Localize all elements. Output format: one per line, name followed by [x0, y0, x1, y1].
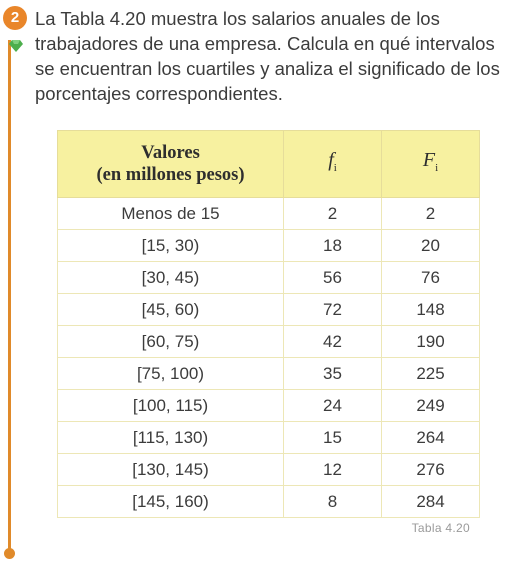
header-absolute-frequency: [284, 131, 382, 198]
table-row: [58, 326, 480, 358]
cell-Fi: 284: [382, 486, 480, 518]
cell-fi: 56: [284, 262, 382, 294]
cell-Fi: 76: [382, 262, 480, 294]
salary-table-container: [57, 130, 470, 518]
cell-interval: [45, 60): [58, 294, 284, 326]
table-row: [58, 230, 480, 262]
table-row: [58, 390, 480, 422]
table-caption: Tabla 4.20: [411, 521, 470, 535]
cell-fi: 42: [284, 326, 382, 358]
cell-fi: 35: [284, 358, 382, 390]
Fi-subscript: i: [435, 162, 439, 174]
table-row: [58, 358, 480, 390]
cell-fi: 12: [284, 454, 382, 486]
cell-interval: [115, 130): [58, 422, 284, 454]
table-row: [58, 262, 480, 294]
cell-Fi: 148: [382, 294, 480, 326]
table-body: [58, 198, 480, 518]
table-row: [58, 198, 480, 230]
fi-subscript: i: [333, 162, 337, 174]
header-cumulative-frequency: [382, 131, 480, 198]
cell-interval: [130, 145): [58, 454, 284, 486]
cell-fi: 72: [284, 294, 382, 326]
table-row: [58, 454, 480, 486]
problem-statement: La Tabla 4.20 muestra los salarios anuales de los trabajadores de una empresa. Calcula en qué intervalos se encuentran los cuartiles y analiza el significado de los porcentajes correspondientes.: [35, 8, 500, 104]
cell-interval: [145, 160): [58, 486, 284, 518]
cell-fi: 15: [284, 422, 382, 454]
cell-interval: [15, 30): [58, 230, 284, 262]
cell-interval: [30, 45): [58, 262, 284, 294]
cell-interval: [60, 75): [58, 326, 284, 358]
cell-interval: Menos de 15: [58, 198, 284, 230]
header-values-line2: (en millones pesos): [96, 165, 245, 185]
header-values: [58, 131, 284, 198]
cell-Fi: 264: [382, 422, 480, 454]
cell-Fi: 20: [382, 230, 480, 262]
cell-Fi: 2: [382, 198, 480, 230]
problem-number-badge: 2: [3, 6, 27, 30]
table-row: [58, 486, 480, 518]
cell-Fi: 190: [382, 326, 480, 358]
green-gem-icon: [9, 40, 23, 52]
cell-Fi: 249: [382, 390, 480, 422]
table-row: [58, 294, 480, 326]
fi-symbol: f: [328, 149, 334, 171]
cell-fi: 2: [284, 198, 382, 230]
Fi-symbol: F: [422, 149, 436, 171]
salary-frequency-table: [57, 130, 480, 518]
table-header-row: [58, 131, 480, 198]
cell-Fi: 276: [382, 454, 480, 486]
cell-fi: 24: [284, 390, 382, 422]
cell-fi: 18: [284, 230, 382, 262]
cell-fi: 8: [284, 486, 382, 518]
margin-rule-dot: [4, 548, 15, 559]
cell-interval: [75, 100): [58, 358, 284, 390]
table-row: [58, 422, 480, 454]
header-values-line1: Valores: [141, 143, 200, 163]
cell-interval: [100, 115): [58, 390, 284, 422]
cell-Fi: 225: [382, 358, 480, 390]
left-margin-rule: [8, 40, 11, 552]
